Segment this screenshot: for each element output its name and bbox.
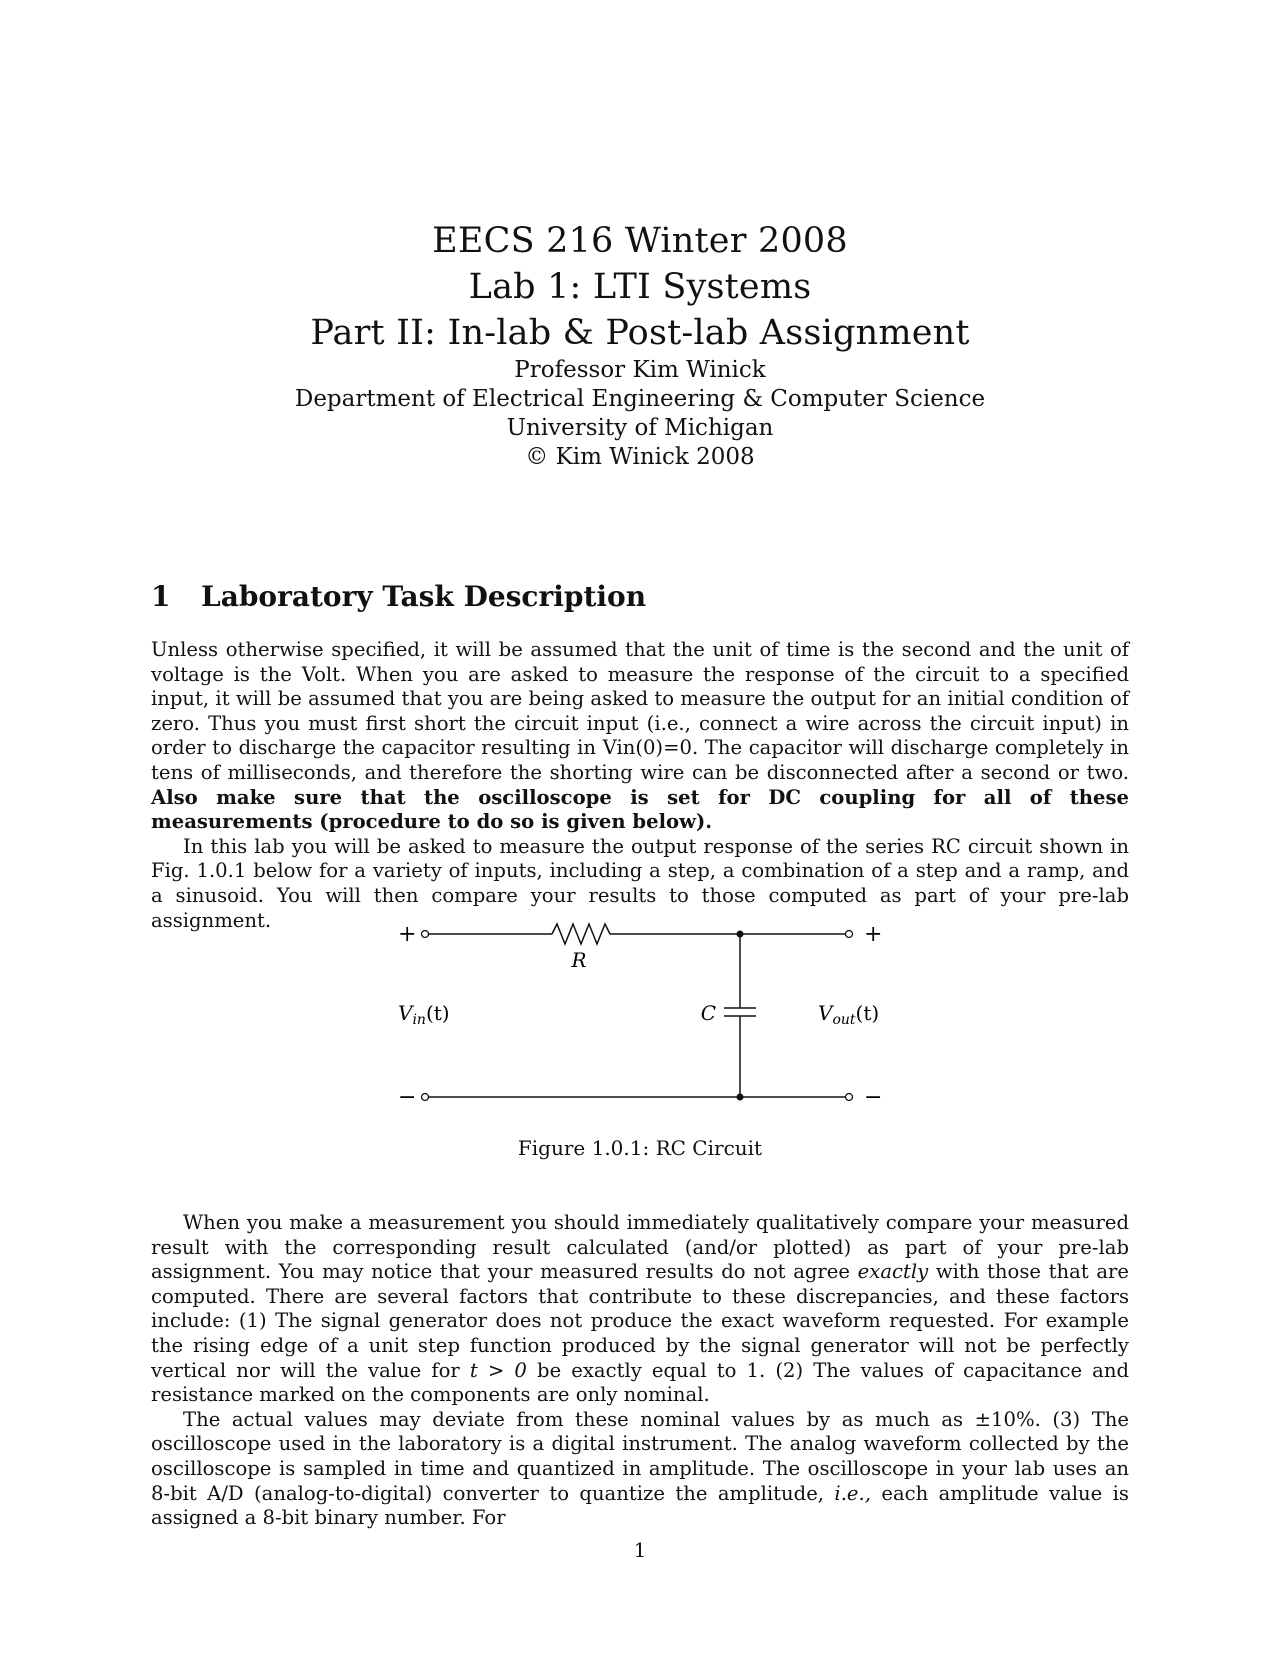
section-body <box>151 638 1129 933</box>
copyright-line: © Kim Winick 2008 <box>525 444 755 470</box>
junction-dot-top <box>737 931 744 938</box>
title-block <box>0 218 1280 472</box>
paragraph-1 <box>151 638 1129 835</box>
plus-left-label: + <box>398 922 417 947</box>
minus-left-label: − <box>398 1085 417 1110</box>
vin-label: $V_{in}(t)$ <box>398 1001 450 1028</box>
paragraph-3: When you make a measurement you should immediately qualitatively compare your measured result with the corresponding result calculated (and/or plotted) as part of your pre-lab assignment. You may notice that your measured results do not agree exactly with those that are computed. There are several factors that contribute to these discrepancies, and these factors include: (1) The signal generator does not produce the exact waveform requested. For example the rising edge of a unit step function produced by the signal generator will not be perfectly vertical nor will the value for t > 0 be exactly equal to 1. (2) The values of capacitance and resistance marked on the components are only nominal. <box>151 1211 1130 1407</box>
resistor-label: R <box>571 948 587 972</box>
exactly-emphasis: exactly <box>857 1260 929 1284</box>
junction-dot-bottom <box>737 1094 744 1101</box>
ie-emphasis: i.e., <box>834 1481 871 1505</box>
course-title: EECS 216 Winter 2008 <box>432 221 848 261</box>
terminal-out-plus <box>846 931 853 938</box>
paragraph-2: In this lab you will be asked to measure the output response of the series RC circuit shown in Fig. 1.0.1 below for a variety of inputs, including a step, a combination of a step and a ramp, and a sinusoid. You will then compare your results to those computed as part of your pre-lab assignment. <box>151 834 1129 932</box>
figure-caption: Figure 1.0.1: RC Circuit <box>517 1136 763 1160</box>
section-heading <box>151 580 646 613</box>
department-name: Department of Electrical Engineering & Computer Science <box>294 386 986 412</box>
university-name: University of Michigan <box>506 415 774 441</box>
resistor-symbol <box>552 924 610 944</box>
part-title: Part II: In-lab & Post-lab Assignment <box>310 313 970 353</box>
plus-right-label: + <box>864 922 883 947</box>
professor-name: Professor Kim Winick <box>514 357 766 383</box>
minus-right-label: − <box>864 1085 883 1110</box>
terminal-in-plus <box>422 931 429 938</box>
section-title: Laboratory Task Description <box>201 580 647 613</box>
page-number: 1 <box>633 1538 647 1562</box>
discussion-body <box>151 1211 1129 1531</box>
dc-coupling-note: Also make sure that the oscilloscope is set for DC coupling for all of these measurements (procedure to do so is given below). <box>151 785 1129 834</box>
math-t-gt-0: t > 0 <box>469 1358 527 1382</box>
paragraph-4: The actual values may deviate from these nominal values by as much as ±10%. (3) The oscilloscope used in the laboratory is a digital instrument. The analog waveform collected by the oscilloscope is sampled in time and quantized in amplitude. The oscilloscope in your lab uses an 8-bit A/D (analog-to-digital) converter to quantize the amplitude, i.e., each amplitude value is assigned a 8-bit binary number. For <box>151 1407 1129 1530</box>
paragraph-1-text: Unless otherwise specified, it will be assumed that the unit of time is the second and the unit of voltage is the Volt. When you are asked to measure the response of the circuit to a specified input, it will be assumed that you are being asked to measure the output for an initial condition of zero. Thus you must first short the circuit input (i.e., connect a wire across the circuit input) in order to discharge the capacitor resulting in Vin(0)=0. The capacitor will discharge completely in tens of milliseconds, and therefore the shorting wire can be disconnected after a second or two. <box>151 638 1129 784</box>
section-number: 1 <box>151 580 171 613</box>
capacitor-label: C <box>700 1001 716 1025</box>
vout-label: $V_{out}(t)$ <box>818 1001 880 1028</box>
terminal-in-minus <box>422 1094 429 1101</box>
lab-title: Lab 1: LTI Systems <box>468 267 812 307</box>
terminal-out-minus <box>846 1094 853 1101</box>
rc-circuit-figure <box>0 900 1280 1120</box>
